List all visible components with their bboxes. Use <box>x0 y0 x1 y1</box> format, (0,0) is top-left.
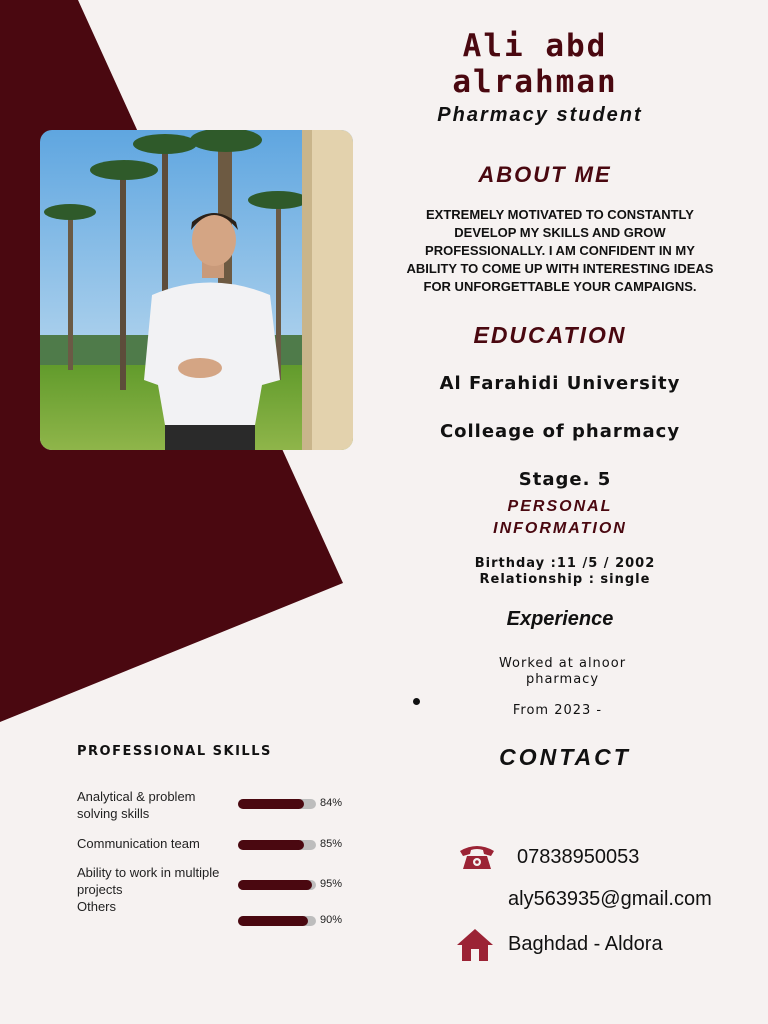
skill-percent: 84% <box>320 797 343 809</box>
person-name: Ali abd alrahman <box>452 28 618 100</box>
skill-label: Communication team <box>77 836 200 851</box>
about-heading: ABOUT ME <box>478 162 612 187</box>
bullet-dot <box>413 698 420 705</box>
skill-percent: 85% <box>320 838 343 850</box>
phone-number[interactable]: 07838950053 <box>517 846 640 868</box>
profile-photo <box>40 130 353 450</box>
skill-bar <box>238 880 316 890</box>
relationship: Relationship : single <box>479 572 651 587</box>
contact-heading: CONTACT <box>499 744 631 770</box>
about-text: EXTREMELY MOTIVATED TO CONSTANTLY DEVELOP MY SKILLS AND GROW PROFESSIONALLY. I AM CONFIDENT IN MY ABILITY TO COME UP WITH INTERESTING IDEAS FOR UNFORGETTABLE YOUR CAMPAIGNS. <box>406 207 714 294</box>
skill-label: Analytical & problem solving skills <box>77 789 196 821</box>
skills-heading: PROFESSIONAL SKILLS <box>77 744 272 759</box>
personal-info-heading: PERSONAL INFORMATION <box>493 498 627 537</box>
email-address[interactable]: aly563935@gmail.com <box>508 888 712 910</box>
skill-percent: 90% <box>320 914 343 926</box>
education-heading: EDUCATION <box>473 322 627 348</box>
address: Baghdad - Aldora <box>508 933 663 955</box>
skill-bar-fill <box>238 880 312 890</box>
skill-bar-fill <box>238 840 304 850</box>
experience-text: Worked at alnoor pharmacy <box>498 656 627 687</box>
experience-from: From 2023 - <box>512 703 603 718</box>
skill-bar-fill <box>238 916 308 926</box>
skill-label: Ability to work in multiple projects <box>77 865 220 897</box>
home-icon <box>456 928 494 962</box>
skill-bar <box>238 840 316 850</box>
skill-bar <box>238 799 316 809</box>
experience-heading: Experience <box>506 608 614 630</box>
education-university: Al Farahidi University <box>439 373 681 394</box>
education-college: Colleage of pharmacy <box>439 421 681 442</box>
education-stage: Stage. 5 <box>518 469 612 490</box>
skill-percent: 95% <box>320 878 343 890</box>
skill-bar <box>238 916 316 926</box>
birthday: Birthday :11 /5 / 2002 <box>474 556 656 571</box>
skill-bar-fill <box>238 799 304 809</box>
telephone-icon <box>458 843 496 871</box>
skill-label: Others <box>77 899 117 914</box>
job-title: Pharmacy student <box>437 104 643 126</box>
